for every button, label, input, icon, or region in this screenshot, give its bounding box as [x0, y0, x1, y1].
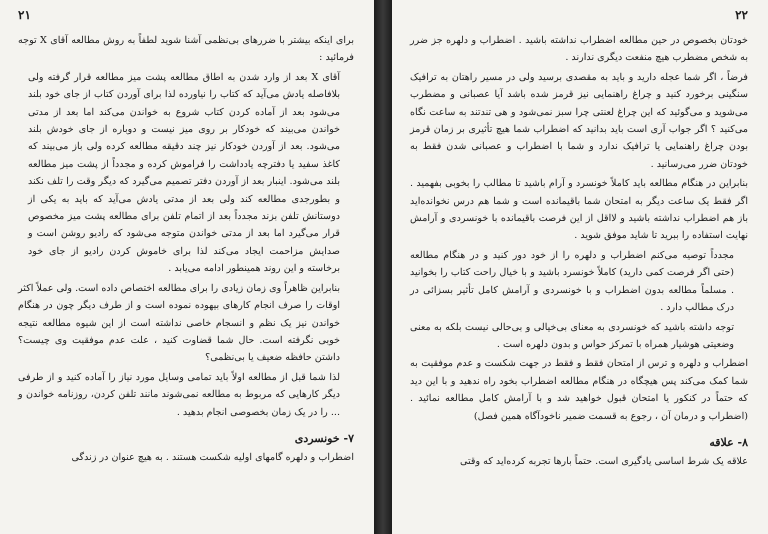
paragraph: توجه داشته باشید که خونسردی به معنای بی‌خیالی و بی‌حالی نیست بلکه به معنی وضعیتی هوشیار همراه با تمرکز حواس و بدون دلهره است . — [410, 321, 734, 350]
paragraph: برای اینکه بیشتر با ضررهای بی‌نظمی آشنا شوید لطفاً به روش مطالعه آقای X توجه فرمائید : — [18, 35, 354, 64]
left-page — [0, 0, 374, 534]
paragraph: بنابراین در هنگام مطالعه باید کاملاً خونسرد و آرام باشید تا مطالب را بخوبی بفهمید . اگر فقط یک ساعت دیگر به امتحان شما باقیمانده است و شما هم درس نخوانده‌اید باز هم اضطراب نداشته باشید و لااقل از این فرصت باقیمانده با خونسردی و آرامش نهایت استفاده را ببرید تا شاید موفق شوید . — [410, 178, 748, 242]
paragraph: اضطراب و دلهره گامهای اولیه شکست هستند . به هیچ عنوان در زندگی — [71, 451, 354, 463]
paragraph: مجدداً توصیه می‌کنم اضطراب و دلهره را از خود دور کنید و در هنگام مطالعه (حتی اگر فرصت کمی دارید) کاملاً خونسرد باشید و با خیال راحت کتاب را بخوانید . مسلماً مطالعه بدون اضطراب و با خونسردی و آرامش کامل تأثیر بسزائی در درک مطالب دارد . — [410, 249, 734, 314]
section-heading: ۷- خونسردی — [294, 431, 354, 445]
page-body — [410, 32, 748, 470]
page-body — [18, 32, 354, 466]
paragraph: بنابراین ظاهراً وی زمان زیادی را برای مطالعه اختصاص داده است. ولی عملاً اکثر اوقات را صرف انجام کارهای بیهوده نموده است و از طرف دیگر چون در هنگام خواندن نیز یک نظم و انسجام خاصی نداشته است از این شیوه مطالعه نتیجه خوبی نگرفته است. حال شما قضاوت کنید ، علت عدم موفقیت وی چیست؟ داشتن حافظه ضعیف یا بی‌نظمی؟ — [18, 282, 340, 364]
paragraph: لذا شما قبل از مطالعه اولاً باید تمامی وسایل مورد نیاز را آماده کنید و از طرفی دیگر کارهایی که مربوط به مطالعه نمی‌شوند مانند تلفن کردن، روزنامه خواندن و ... را در یک زمان بخصوصی انجام بدهید . — [18, 371, 340, 418]
paragraph: فرضاً ، اگر شما عجله دارید و باید به مقصدی برسید ولی در مسیر راهتان به ترافیک سنگینی برخورد کنید و چراغ راهنمایی نیز قرمز شده باشد آیا عصبانی و مضطرب می‌شوید و می‌گوئید که این چراغ لعنتی چرا سبز نمی‌شود و هی تندتند به ساعت نگاه می‌کنید ؟ اگر جواب آری است باید بدانید که اضطراب شما هیچ تأثیری بر زمان قرمز بودن چراغ راهنمایی یا ترافیک ندارد و شما با اضطراب و عصبانی شدن فقط به خودتان ضرر می‌رسانید . — [410, 71, 748, 170]
section-heading: ۸- علاقه — [709, 435, 748, 449]
page-number: ۲۲ — [735, 8, 748, 22]
page-number: ۲۱ — [18, 8, 31, 22]
paragraph: خودتان بخصوص در حین مطالعه اضطراب نداشته باشید . اضطراب و دلهره جز ضرر به شخص مضطرب هیچ منفعت دیگری ندارند . — [410, 35, 748, 64]
paragraph: اضطراب و دلهره و ترس از امتحان فقط و فقط در جهت شکست و عدم موفقیت به شما کمک می‌کند پس هیچگاه در هنگام مطالعه اضطراب بخود راه ندهید و با این دید که حتماً در کنکور یا امتحان قبول خواهید شد و با آرامش کامل مطالعه نمائید . (اضطراب و درمان آن ، رجوع به قسمت ضمیر ناخودآگاه همین فصل) — [410, 358, 748, 422]
paragraph: آقای X بعد از وارد شدن به اطاق مطالعه پشت میز مطالعه قرار گرفته ولی بلافاصله یادش می‌آید که کتاب را نیاورده لذا برای آوردن کتاب از جای خود بلند می‌شود بعد از آماده کردن کتاب شروع به خواندن می‌کند اما بعد از مدتی خواندن می‌بیند که خودکار بر روی میز نیست و دوباره از جای خودش بلند می‌شود. بعد از آوردن خودکار نیز چند دقیقه مطالعه کرده ولی باز می‌بیند که کاغذ سفید یا دفترچه یادداشت را فراموش کرده و مجدداً از پشت میز مطالعه بلند می‌شود. اینبار بعد از آوردن دفتر تصمیم می‌گیرد که دیگر وقت را تلف نکند و بطورجدی مطالعه کند ولی بعد از مدتی یادش می‌آید که باید به یکی از دوستانش تلفن بزند مجدداً بعد از اتمام تلفن برای مطالعه پشت میز مخصوص قرار می‌گیرد اما بعد از مدتی خواندن متوجه می‌شود که رادیو روشن است و صدایش مزاحمت ایجاد می‌کند لذا برای خاموش کردن رادیو از جای خود برخاسته و این روند همینطور ادامه می‌یابد . — [28, 71, 341, 275]
right-page — [392, 0, 768, 534]
paragraph: علاقه یک شرط اساسی یادگیری است. حتماً بارها تجربه کرده‌اید که وقتی — [460, 455, 748, 467]
book-gutter — [374, 0, 392, 534]
